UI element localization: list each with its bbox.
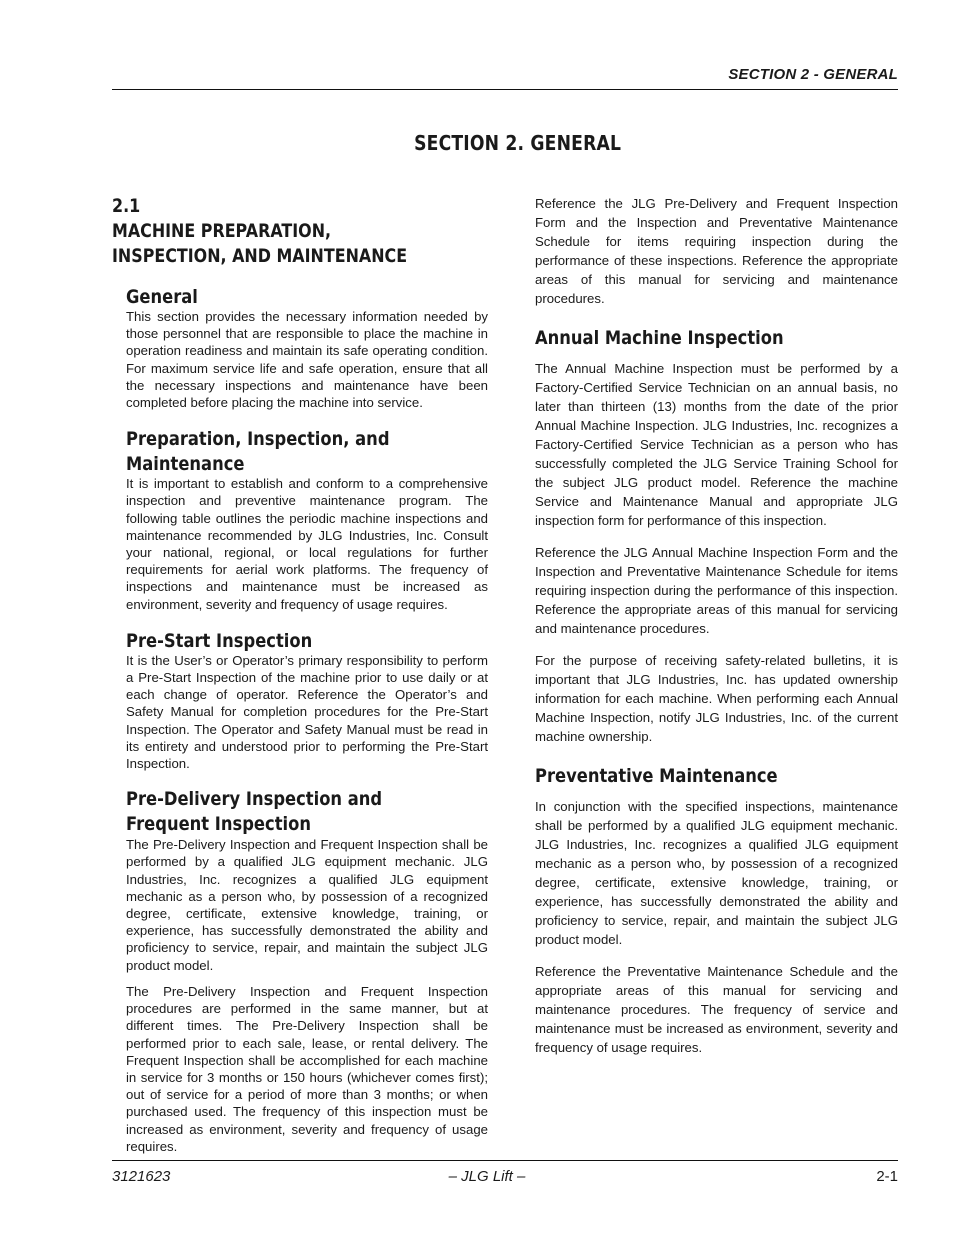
page-number: 2-1: [876, 1168, 898, 1185]
preventative-heading: Preventative Maintenance: [535, 765, 778, 787]
general-paragraph: This section provides the necessary information needed by those personnel that are responsible to place the machine in operation readiness and maintain its safe operating condition. For maximum service life and safe operation, ensure that all the necessary inspections and maintenance have been completed before placing the machine into service.: [126, 309, 488, 411]
predelivery-heading: Pre-Delivery Inspection and Frequent Inspection: [126, 788, 383, 836]
header-divider: [112, 89, 898, 90]
intro-paragraph: Reference the JLG Pre-Delivery and Frequent Inspection Form and the Inspection and Preventative Maintenance Schedule for items requiring inspection during the performance of these inspections. Reference the appropriate areas of this manual for servicing and maintenance procedures.: [535, 196, 898, 306]
preventative-paragraph-2: Reference the Preventative Maintenance Schedule and the appropriate areas of this manual for servicing and maintenance procedures. The frequency of service and maintenance must be increased as environment, severity and frequency of usage requires.: [535, 964, 898, 1055]
prestart-heading: Pre-Start Inspection: [126, 629, 313, 652]
prep-heading: Preparation, Inspection, and Maintenance: [126, 428, 390, 476]
running-header: SECTION 2 - GENERAL: [728, 66, 898, 83]
predelivery-paragraph-1: The Pre-Delivery Inspection and Frequent Inspection shall be performed by a qualified JLG equipment mechanic. JLG Industries, Inc. recognizes a qualified JLG equipment mechanic as a person who, by possession of a recognized degree, certificate, extensive knowledge, training, or experience, has successfully demonstrated the ability and proficiency to service, repair, and maintain the subject JLG product model.: [126, 837, 488, 973]
annual-paragraph-2: Reference the JLG Annual Machine Inspection Form and the Inspection and Preventative Maintenance Schedule for items requiring inspection during the performance of this inspection. Reference the appropriate areas of this manual for servicing and maintenance procedures.: [535, 545, 898, 636]
prep-paragraph: It is important to establish and conform to a comprehensive inspection and preventive maintenance program. The following table outlines the periodic machine inspections and maintenance recommended by JLG Industries, Inc. Consult your national, regional, or local regulations for further requirements for aerial work platforms. The frequency of inspections and maintenance must be increased as environment, severity and frequency of usage requires.: [126, 476, 488, 612]
left-column: [112, 194, 488, 1155]
right-column: [535, 194, 898, 1057]
preventative-paragraph-1: In conjunction with the specified inspections, maintenance shall be performed by a qualified JLG equipment mechanic. JLG Industries, Inc. recognizes a qualified JLG equipment mechanic as a person who, by possession of a recognized degree, certificate, extensive knowledge, training, or experience, has successfully demonstrated the ability and proficiency to service, repair, and maintain the subject JLG product model.: [535, 799, 898, 947]
section-title: SECTION 2. GENERAL: [414, 131, 622, 155]
prestart-paragraph: It is the User’s or Operator’s primary responsibility to perform a Pre-Start Inspection of the machine prior to use daily or at each change of operator. Reference the Operator’s and Safety Manual for completion procedures for the Pre-Start Inspection. The Operator and Safety Manual must be read in its entirety and understood prior to performing the Pre-Start Inspection.: [126, 652, 488, 772]
main-heading: [112, 194, 456, 269]
general-heading: General: [126, 286, 198, 308]
footer-divider: [112, 1160, 898, 1161]
annual-paragraph-3: For the purpose of receiving safety-related bulletins, it is important that JLG Industries, Inc. has updated ownership information for each machine. When performing each Annual Machine Inspection, notify JLG Industries, Inc. of the current machine ownership.: [535, 653, 898, 744]
main-heading-number: 2.1: [112, 196, 141, 217]
main-heading-title: MACHINE PREPARATION, INSPECTION, AND MAINTENANCE: [112, 221, 408, 267]
annual-paragraph-1: The Annual Machine Inspection must be performed by a Factory-Certified Service Technician on an annual basis, no later than thirteen (13) months from the date of the prior Annual Machine Inspection. JLG Industries, Inc. recognizes a Factory-Certified Service Technician as a person who has successfully completed the JLG Service Training School for the subject JLG product model. Reference the machine Service and Maintenance Manual and appropriate JLG inspection form for performance of this inspection.: [535, 361, 898, 528]
predelivery-paragraph-2: The Pre-Delivery Inspection and Frequent Inspection procedures are performed in the same manner, but at different times. The Pre-Delivery Inspection shall be performed prior to each sale, lease, or rental delivery. The Frequent Inspection shall be accomplished for each machine in service for 3 months or 150 hours (whichever comes first); out of service for a period of more than 3 months; or when purchased used. The frequency of this inspection must be increased as environment, severity and frequency of usage requires.: [126, 983, 488, 1154]
annual-heading: Annual Machine Inspection: [535, 327, 784, 349]
document-number: 3121623: [112, 1168, 171, 1185]
footer-brand: – JLG Lift –: [448, 1168, 526, 1185]
